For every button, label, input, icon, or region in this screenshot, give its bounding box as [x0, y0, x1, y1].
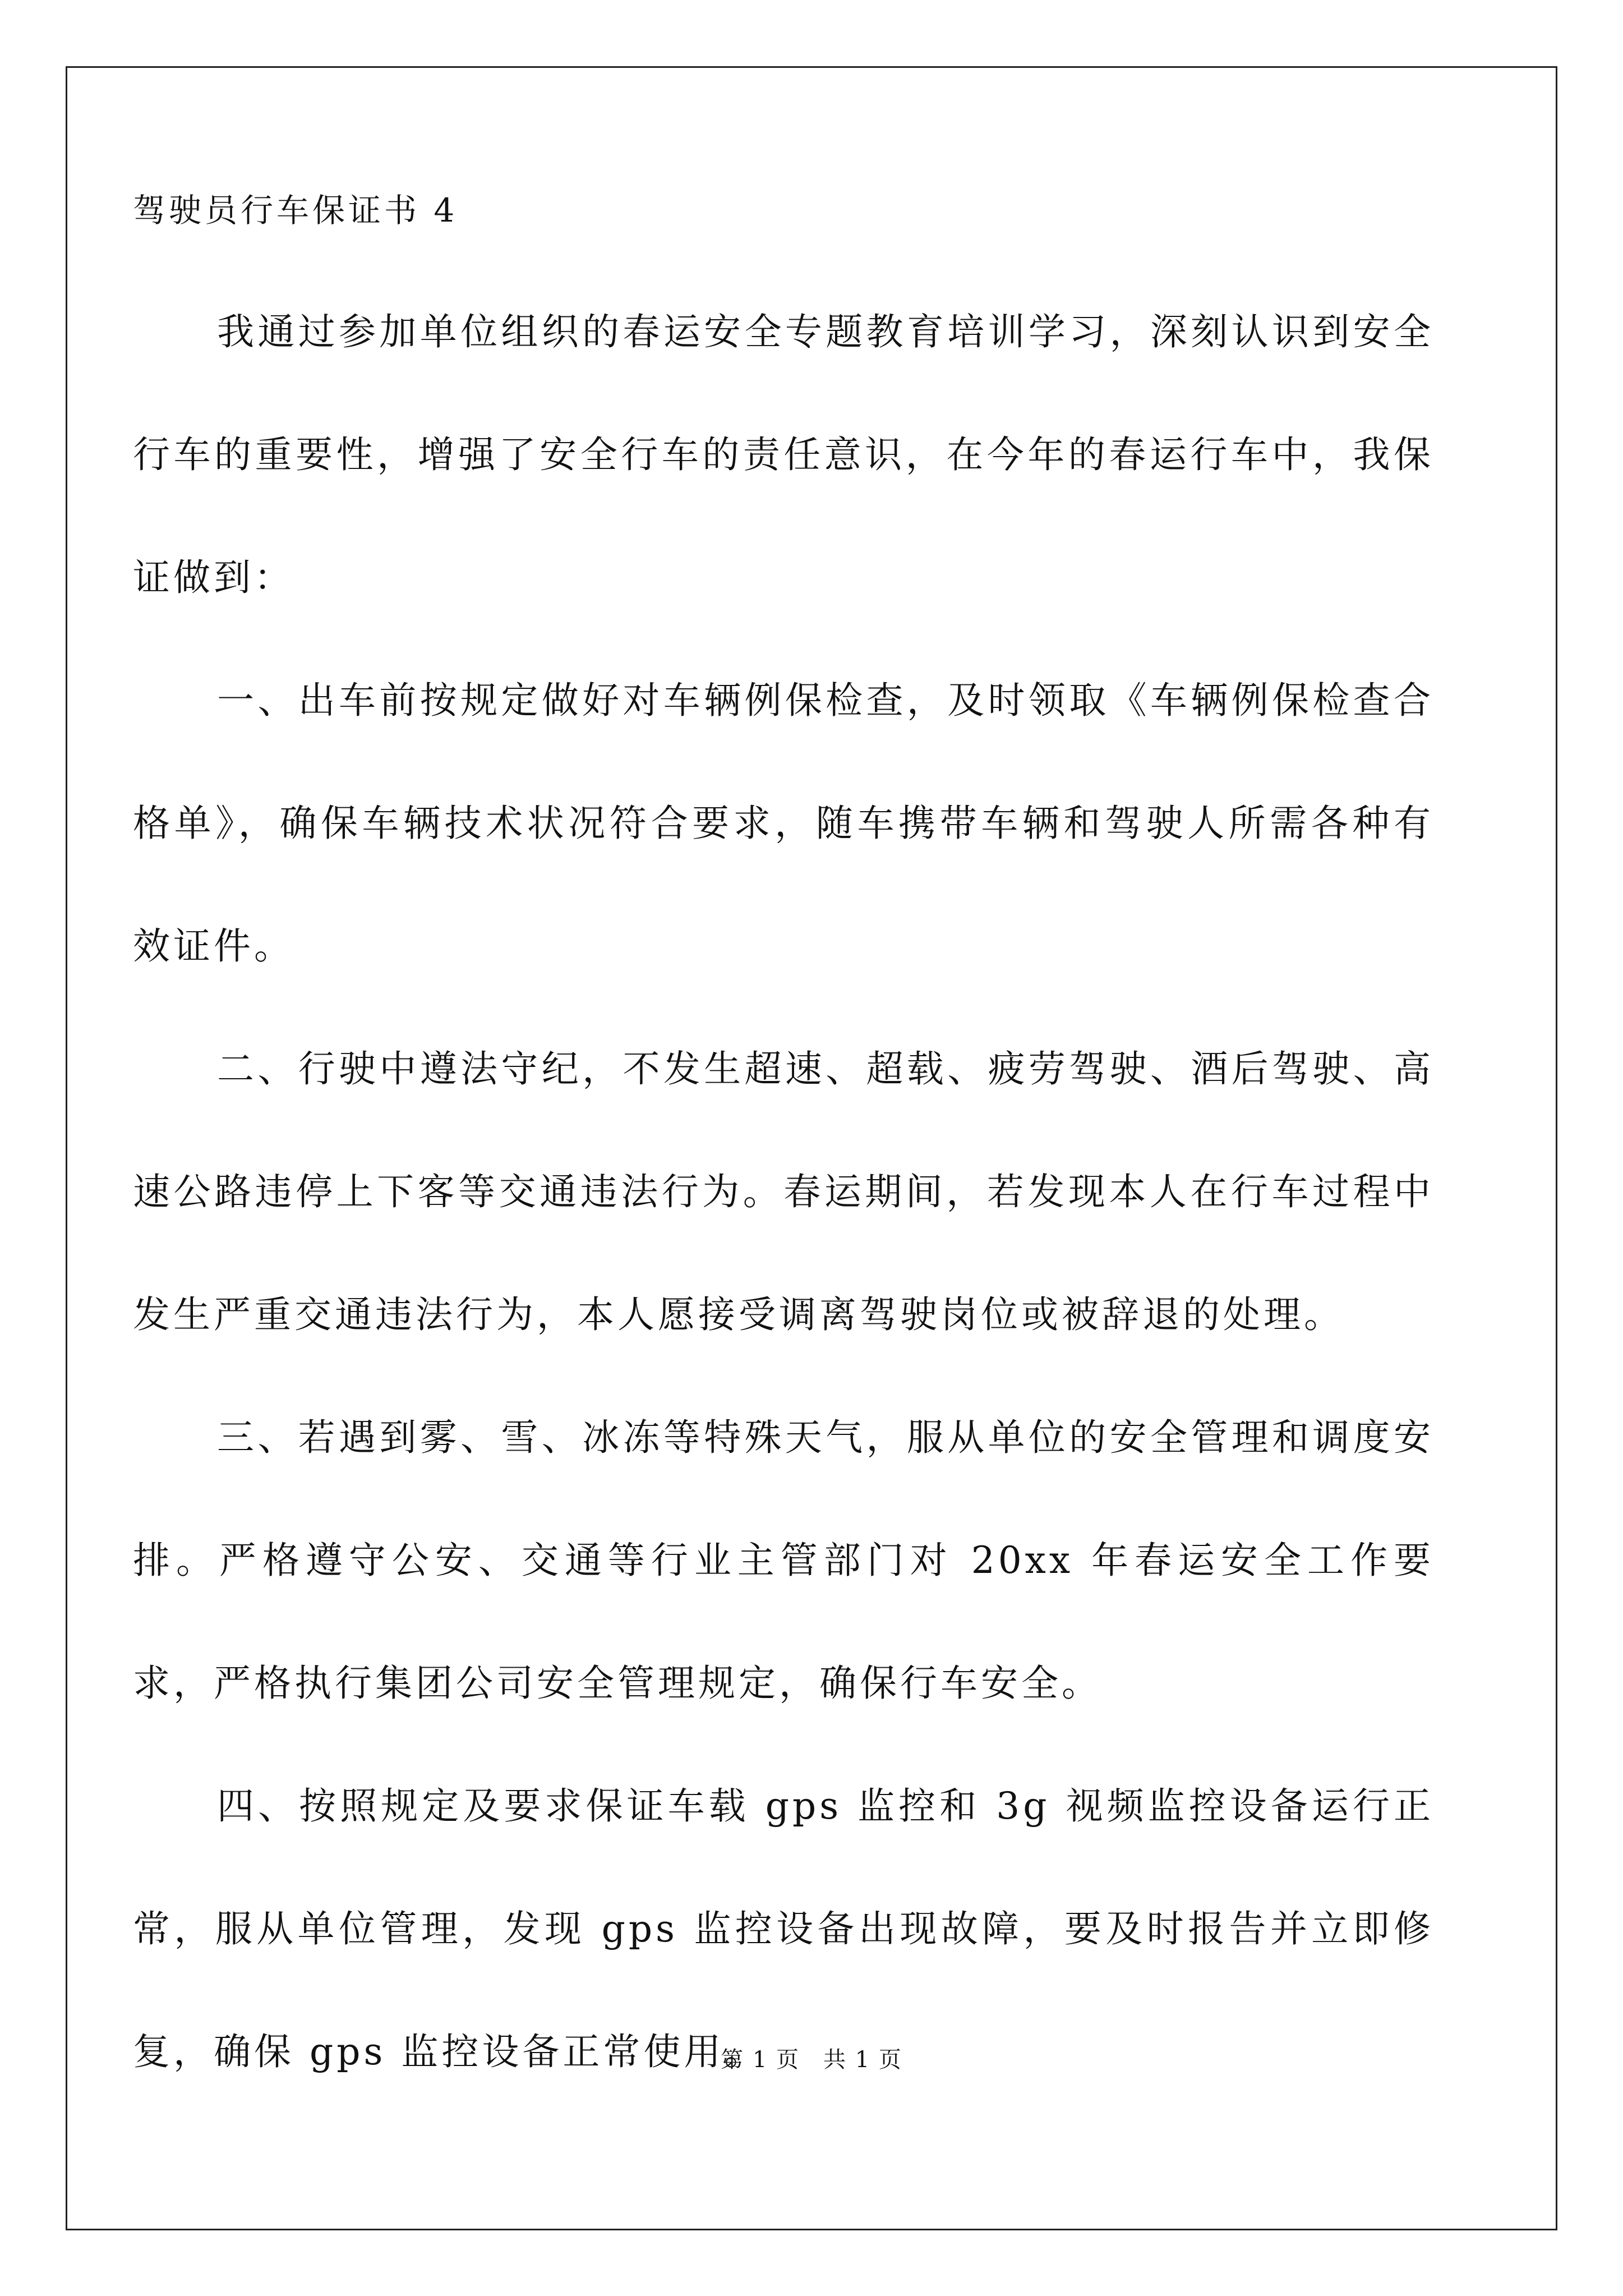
paragraph-intro: 我通过参加单位组织的春运安全专题教育培训学习，深刻认识到安全行车的重要性，增强了安全行车的责任意识，在今年的春运行车中，我保证做到：: [133, 310, 1434, 599]
document-body: [133, 168, 1434, 2113]
document-title: 驾驶员行车保证书 4: [133, 191, 458, 229]
paragraph-item-4: 四、按照规定及要求保证车载 gps 监控和 3g 视频监控设备运行正常，服从单位管理，发现 gps 监控设备出现故障，要及时报告并立即修复，确保 gps 监控设备正常使用。: [133, 1784, 1434, 2073]
page-footer: 第 1 页 共 1 页: [721, 2047, 902, 2073]
paragraph-item-2: 二、行驶中遵法守纪，不发生超速、超载、疲劳驾驶、酒后驾驶、高速公路违停上下客等交通违法行为。春运期间，若发现本人在行车过程中发生严重交通违法行为，本人愿接受调离驾驶岗位或被辞退的处理。: [133, 1047, 1434, 1336]
paragraph-item-1: 一、出车前按规定做好对车辆例保检查，及时领取《车辆例保检查合格单》，确保车辆技术状况符合要求，随车携带车辆和驾驶人所需各种有效证件。: [133, 679, 1434, 968]
paragraph-item-3: 三、若遇到雾、雪、冰冻等特殊天气，服从单位的安全管理和调度安排。严格遵守公安、交通等行业主管部门对 20xx 年春运安全工作要求，严格执行集团公司安全管理规定，确保行车安全。: [133, 1416, 1434, 1705]
